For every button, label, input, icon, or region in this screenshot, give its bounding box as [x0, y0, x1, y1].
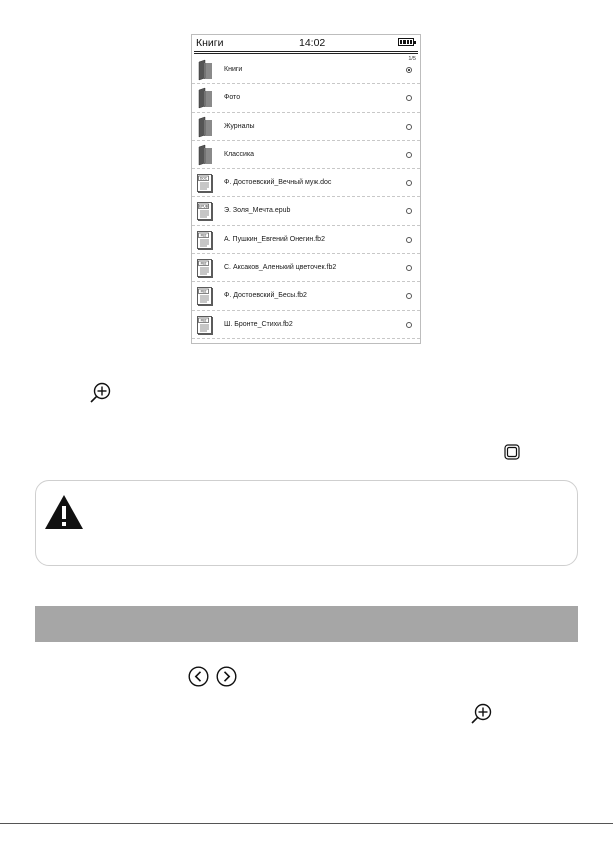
status-divider: [194, 53, 418, 54]
svg-text:FB2: FB2: [200, 233, 207, 238]
status-divider: [194, 51, 418, 52]
list-item-label: Классика: [224, 150, 255, 158]
fb2-file-icon: [195, 285, 215, 307]
status-title: Книги: [196, 37, 224, 49]
footer-divider: [0, 823, 613, 824]
radio-button[interactable]: [406, 67, 412, 73]
radio-button[interactable]: [406, 180, 412, 186]
arrow-right-icon: [216, 666, 237, 687]
radio-button[interactable]: [406, 95, 412, 101]
svg-text:EPUB: EPUB: [199, 205, 208, 210]
radio-button[interactable]: [406, 237, 412, 243]
svg-text:FB2: FB2: [200, 318, 207, 323]
section-header-bar: [35, 606, 578, 642]
list-item-label: Журналы: [224, 122, 255, 130]
home-button-icon: [504, 444, 520, 460]
arrow-left-icon: [188, 666, 209, 687]
list-item[interactable]: [192, 169, 420, 197]
file-list: [192, 56, 420, 339]
doc-file-icon: [195, 172, 215, 194]
list-item-label: Книги: [224, 66, 243, 73]
list-item[interactable]: [192, 141, 420, 169]
list-item[interactable]: [192, 56, 420, 84]
zoom-in-icon: [88, 381, 112, 405]
list-item[interactable]: [192, 113, 420, 141]
list-item[interactable]: [192, 226, 420, 254]
fb2-file-icon: [195, 229, 215, 251]
folder-icon: [195, 87, 215, 109]
svg-text:DOC: DOC: [199, 176, 208, 181]
list-item[interactable]: [192, 311, 420, 339]
warning-icon: [44, 493, 84, 531]
radio-button[interactable]: [406, 152, 412, 158]
reader-screen: [191, 34, 421, 344]
radio-button[interactable]: [406, 293, 412, 299]
page-indicator: 1/5: [408, 56, 416, 62]
folder-icon: [195, 116, 215, 138]
status-time: 14:02: [299, 37, 326, 49]
list-item[interactable]: [192, 197, 420, 225]
list-item-label: Ф. Достоевский_Вечный муж.doc: [224, 179, 332, 187]
radio-button[interactable]: [406, 208, 412, 214]
list-item[interactable]: [192, 254, 420, 282]
list-item-label: Э. Золя_Мечта.epub: [224, 207, 291, 215]
list-item-label: Ф. Достоевский_Бесы.fb2: [224, 292, 307, 300]
folder-icon: [195, 59, 215, 81]
radio-button[interactable]: [406, 265, 412, 271]
list-item-label: А. Пушкин_Евгений Онегин.fb2: [224, 235, 325, 243]
battery-full-icon: [398, 38, 414, 46]
warning-box: [35, 480, 578, 566]
folder-icon: [195, 144, 215, 166]
fb2-file-icon: [195, 314, 215, 336]
list-item[interactable]: [192, 282, 420, 310]
radio-button[interactable]: [406, 124, 412, 130]
list-item-label: Фото: [224, 94, 241, 102]
svg-text:FB2: FB2: [200, 289, 207, 294]
zoom-in-icon: [469, 702, 493, 726]
radio-button[interactable]: [406, 322, 412, 328]
list-item[interactable]: [192, 84, 420, 112]
status-bar: [196, 37, 417, 51]
svg-text:FB2: FB2: [200, 261, 207, 266]
fb2-file-icon: [195, 257, 215, 279]
epub-file-icon: [195, 200, 215, 222]
list-item-label: С. Аксаков_Аленький цветочек.fb2: [224, 264, 337, 272]
list-item-label: Ш. Бронте_Стихи.fb2: [224, 320, 293, 328]
